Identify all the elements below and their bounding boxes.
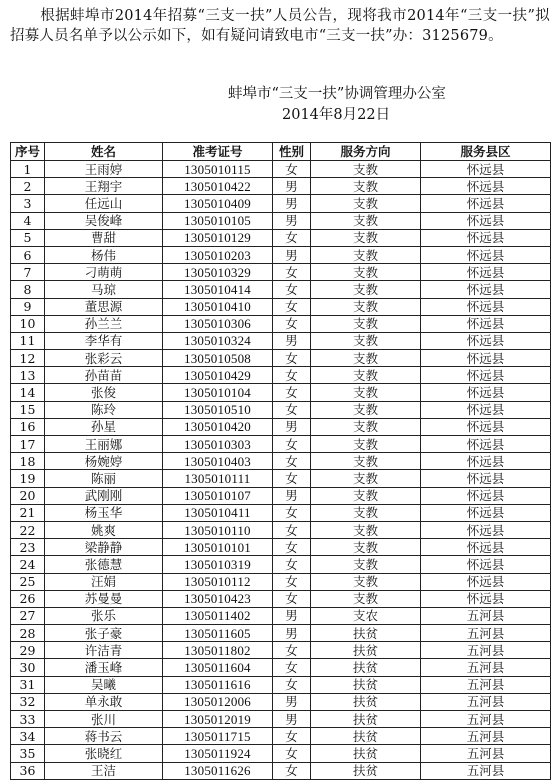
table-row (11, 539, 551, 556)
cell-name: 杨伟 (45, 246, 163, 263)
cell-service-direction: 支教 (311, 418, 421, 435)
cell-serial: 35 (11, 745, 45, 762)
cell-name: 张子豪 (45, 625, 163, 642)
cell-gender: 女 (273, 539, 311, 556)
cell-exam-id: 1305012019 (163, 711, 273, 728)
header-name: 姓名 (45, 143, 163, 161)
cell-gender: 女 (273, 298, 311, 315)
cell-gender: 女 (273, 315, 311, 332)
cell-gender: 女 (273, 573, 311, 590)
cell-service-direction: 支教 (311, 384, 421, 401)
table-row (11, 212, 551, 229)
cell-gender: 女 (273, 281, 311, 298)
cell-name: 杨婉婷 (45, 453, 163, 470)
cell-service-county: 怀远县 (421, 556, 551, 573)
cell-exam-id: 1305010111 (163, 470, 273, 487)
table-row (11, 642, 551, 659)
cell-service-county: 五河县 (421, 625, 551, 642)
cell-serial: 21 (11, 504, 45, 521)
cell-gender: 女 (273, 161, 311, 178)
table-row (11, 470, 551, 487)
cell-serial: 15 (11, 401, 45, 418)
cell-service-county: 五河县 (421, 676, 551, 693)
cell-service-direction: 支教 (311, 161, 421, 178)
cell-name: 武刚刚 (45, 487, 163, 504)
cell-name: 汪娟 (45, 573, 163, 590)
cell-name: 蒋书云 (45, 728, 163, 745)
cell-name: 苏曼曼 (45, 590, 163, 607)
cell-gender: 男 (273, 693, 311, 710)
cell-exam-id: 1305010303 (163, 436, 273, 453)
cell-service-direction: 支教 (311, 453, 421, 470)
cell-service-direction: 扶贫 (311, 693, 421, 710)
cell-exam-id: 1305010112 (163, 573, 273, 590)
cell-name: 许洁青 (45, 642, 163, 659)
cell-gender: 女 (273, 676, 311, 693)
cell-service-county: 怀远县 (421, 229, 551, 246)
cell-name: 张晓红 (45, 745, 163, 762)
cell-exam-id: 1305011604 (163, 659, 273, 676)
cell-exam-id: 1305010329 (163, 264, 273, 281)
cell-service-direction: 支农 (311, 607, 421, 624)
cell-name: 曹甜 (45, 229, 163, 246)
cell-service-direction: 支教 (311, 195, 421, 212)
table-row (11, 401, 551, 418)
cell-service-direction: 扶贫 (311, 659, 421, 676)
cell-gender: 女 (273, 350, 311, 367)
table-row (11, 745, 551, 762)
cell-serial: 6 (11, 246, 45, 263)
cell-gender: 男 (273, 332, 311, 349)
table-row (11, 246, 551, 263)
cell-service-direction: 支教 (311, 487, 421, 504)
table-row (11, 504, 551, 521)
cell-name: 陈玲 (45, 401, 163, 418)
cell-serial: 24 (11, 556, 45, 573)
cell-service-county: 五河县 (421, 762, 551, 779)
cell-service-direction: 支教 (311, 556, 421, 573)
cell-serial: 26 (11, 590, 45, 607)
cell-gender: 女 (273, 401, 311, 418)
header-service-direction: 服务方向 (311, 143, 421, 161)
cell-serial: 25 (11, 573, 45, 590)
cell-service-county: 怀远县 (421, 161, 551, 178)
cell-service-county: 五河县 (421, 711, 551, 728)
cell-serial: 29 (11, 642, 45, 659)
cell-name: 吴俊峰 (45, 212, 163, 229)
cell-service-county: 怀远县 (421, 195, 551, 212)
notice-text: 根据蚌埠市2014年招募“三支一扶”人员公告，现将我市2014年“三支一扶”拟招募人员名单予以公示如下，如有疑问请致电市“三支一扶”办：3125679。 (10, 8, 550, 44)
cell-gender: 男 (273, 607, 311, 624)
table-row (11, 676, 551, 693)
cell-gender: 女 (273, 436, 311, 453)
cell-serial: 13 (11, 367, 45, 384)
cell-service-county: 怀远县 (421, 367, 551, 384)
cell-name: 王翔宇 (45, 178, 163, 195)
cell-gender: 女 (273, 745, 311, 762)
cell-serial: 3 (11, 195, 45, 212)
cell-service-county: 怀远县 (421, 418, 551, 435)
cell-serial: 20 (11, 487, 45, 504)
table-row (11, 298, 551, 315)
cell-name: 孙星 (45, 418, 163, 435)
cell-serial: 36 (11, 762, 45, 779)
cell-exam-id: 1305010414 (163, 281, 273, 298)
cell-service-direction: 支教 (311, 539, 421, 556)
table-row (11, 728, 551, 745)
cell-service-county: 五河县 (421, 693, 551, 710)
cell-exam-id: 1305010410 (163, 298, 273, 315)
cell-gender: 男 (273, 212, 311, 229)
cell-exam-id: 1305010409 (163, 195, 273, 212)
cell-exam-id: 1305010423 (163, 590, 273, 607)
cell-gender: 女 (273, 367, 311, 384)
cell-exam-id: 1305011605 (163, 625, 273, 642)
cell-exam-id: 1305010203 (163, 246, 273, 263)
cell-serial: 7 (11, 264, 45, 281)
cell-exam-id: 1305011616 (163, 676, 273, 693)
cell-gender: 女 (273, 642, 311, 659)
cell-serial: 32 (11, 693, 45, 710)
cell-service-direction: 支教 (311, 178, 421, 195)
cell-service-county: 怀远县 (421, 315, 551, 332)
cell-gender: 女 (273, 504, 311, 521)
cell-serial: 18 (11, 453, 45, 470)
cell-name: 张彩云 (45, 350, 163, 367)
cell-exam-id: 1305010420 (163, 418, 273, 435)
cell-service-direction: 支教 (311, 332, 421, 349)
cell-serial: 16 (11, 418, 45, 435)
cell-service-direction: 支教 (311, 504, 421, 521)
header-serial: 序号 (11, 143, 45, 161)
table-row (11, 625, 551, 642)
table-row (11, 367, 551, 384)
cell-gender: 男 (273, 178, 311, 195)
cell-gender: 男 (273, 487, 311, 504)
cell-serial: 5 (11, 229, 45, 246)
cell-exam-id: 1305010324 (163, 332, 273, 349)
candidate-table (10, 142, 551, 780)
cell-service-direction: 支教 (311, 212, 421, 229)
cell-service-county: 怀远县 (421, 453, 551, 470)
table-row (11, 693, 551, 710)
cell-serial: 1 (11, 161, 45, 178)
cell-service-direction: 支教 (311, 229, 421, 246)
cell-name: 马琼 (45, 281, 163, 298)
cell-name: 孙苗苗 (45, 367, 163, 384)
table-row (11, 350, 551, 367)
cell-name: 张川 (45, 711, 163, 728)
cell-exam-id: 1305010115 (163, 161, 273, 178)
cell-service-direction: 扶贫 (311, 642, 421, 659)
signature-block (200, 84, 446, 126)
cell-service-county: 怀远县 (421, 521, 551, 538)
cell-serial: 14 (11, 384, 45, 401)
cell-service-direction: 支教 (311, 590, 421, 607)
table-row (11, 178, 551, 195)
cell-service-direction: 支教 (311, 436, 421, 453)
cell-serial: 8 (11, 281, 45, 298)
cell-service-county: 怀远县 (421, 264, 551, 281)
cell-serial: 10 (11, 315, 45, 332)
cell-service-county: 五河县 (421, 642, 551, 659)
cell-serial: 11 (11, 332, 45, 349)
cell-service-county: 怀远县 (421, 487, 551, 504)
cell-service-direction: 支教 (311, 298, 421, 315)
cell-name: 王洁 (45, 762, 163, 779)
cell-serial: 27 (11, 607, 45, 624)
cell-gender: 女 (273, 470, 311, 487)
table-row (11, 762, 551, 779)
cell-gender: 男 (273, 625, 311, 642)
table-row (11, 161, 551, 178)
table-row (11, 264, 551, 281)
table-row (11, 659, 551, 676)
cell-name: 吴曦 (45, 676, 163, 693)
cell-serial: 22 (11, 521, 45, 538)
cell-exam-id: 1305011802 (163, 642, 273, 659)
cell-exam-id: 1305010105 (163, 212, 273, 229)
table-row (11, 418, 551, 435)
cell-service-direction: 支教 (311, 470, 421, 487)
cell-service-direction: 扶贫 (311, 711, 421, 728)
cell-name: 梁静静 (45, 539, 163, 556)
cell-exam-id: 1305010319 (163, 556, 273, 573)
cell-exam-id: 1305012006 (163, 693, 273, 710)
cell-serial: 9 (11, 298, 45, 315)
signature-date: 2014年8月22日 (282, 107, 391, 123)
header-gender: 性别 (273, 143, 311, 161)
cell-serial: 28 (11, 625, 45, 642)
cell-name: 张乐 (45, 607, 163, 624)
cell-name: 张俊 (45, 384, 163, 401)
cell-exam-id: 1305010429 (163, 367, 273, 384)
cell-serial: 17 (11, 436, 45, 453)
cell-gender: 女 (273, 521, 311, 538)
cell-exam-id: 1305010510 (163, 401, 273, 418)
cell-gender: 男 (273, 195, 311, 212)
cell-service-direction: 支教 (311, 264, 421, 281)
cell-name: 任远山 (45, 195, 163, 212)
cell-service-direction: 支教 (311, 401, 421, 418)
cell-service-direction: 支教 (311, 246, 421, 263)
cell-service-county: 五河县 (421, 745, 551, 762)
cell-service-county: 怀远县 (421, 573, 551, 590)
cell-gender: 女 (273, 728, 311, 745)
header-service-county: 服务县区 (421, 143, 551, 161)
cell-service-county: 五河县 (421, 607, 551, 624)
cell-gender: 男 (273, 418, 311, 435)
cell-name: 潘玉峰 (45, 659, 163, 676)
cell-gender: 女 (273, 384, 311, 401)
cell-serial: 23 (11, 539, 45, 556)
cell-service-direction: 扶贫 (311, 745, 421, 762)
cell-exam-id: 1305011402 (163, 607, 273, 624)
cell-service-county: 怀远县 (421, 350, 551, 367)
cell-serial: 30 (11, 659, 45, 676)
cell-exam-id: 1305011626 (163, 762, 273, 779)
cell-gender: 女 (273, 556, 311, 573)
table-row (11, 229, 551, 246)
cell-exam-id: 1305010129 (163, 229, 273, 246)
cell-gender: 男 (273, 246, 311, 263)
cell-gender: 男 (273, 711, 311, 728)
cell-name: 董思源 (45, 298, 163, 315)
cell-exam-id: 1305011715 (163, 728, 273, 745)
cell-name: 刁萌萌 (45, 264, 163, 281)
cell-service-direction: 支教 (311, 350, 421, 367)
cell-gender: 女 (273, 762, 311, 779)
cell-exam-id: 1305010508 (163, 350, 273, 367)
cell-exam-id: 1305010104 (163, 384, 273, 401)
cell-service-county: 怀远县 (421, 401, 551, 418)
cell-service-direction: 扶贫 (311, 762, 421, 779)
cell-service-county: 五河县 (421, 659, 551, 676)
cell-gender: 女 (273, 229, 311, 246)
cell-service-county: 怀远县 (421, 298, 551, 315)
table-row (11, 436, 551, 453)
table-row (11, 607, 551, 624)
cell-serial: 19 (11, 470, 45, 487)
cell-service-county: 怀远县 (421, 332, 551, 349)
cell-name: 单永敢 (45, 693, 163, 710)
cell-service-county: 怀远县 (421, 539, 551, 556)
table-row (11, 711, 551, 728)
table-row (11, 556, 551, 573)
cell-exam-id: 1305010306 (163, 315, 273, 332)
cell-name: 王雨婷 (45, 161, 163, 178)
cell-service-county: 怀远县 (421, 504, 551, 521)
cell-service-county: 怀远县 (421, 212, 551, 229)
cell-serial: 34 (11, 728, 45, 745)
header-exam-id: 准考证号 (163, 143, 273, 161)
cell-serial: 2 (11, 178, 45, 195)
table-row (11, 332, 551, 349)
cell-serial: 33 (11, 711, 45, 728)
cell-exam-id: 1305010403 (163, 453, 273, 470)
cell-name: 陈丽 (45, 470, 163, 487)
cell-service-direction: 支教 (311, 521, 421, 538)
signature-org: 蚌埠市“三支一扶”协调管理办公室 (228, 86, 446, 102)
cell-exam-id: 1305010110 (163, 521, 273, 538)
table-row (11, 453, 551, 470)
cell-exam-id: 1305010101 (163, 539, 273, 556)
cell-name: 张德慧 (45, 556, 163, 573)
cell-service-direction: 支教 (311, 573, 421, 590)
table-row (11, 315, 551, 332)
cell-name: 孙兰兰 (45, 315, 163, 332)
cell-service-direction: 支教 (311, 281, 421, 298)
cell-name: 姚爽 (45, 521, 163, 538)
cell-service-direction: 扶贫 (311, 728, 421, 745)
table-row (11, 573, 551, 590)
table-header-row (11, 143, 551, 161)
cell-service-county: 怀远县 (421, 178, 551, 195)
table-row (11, 195, 551, 212)
cell-service-county: 怀远县 (421, 436, 551, 453)
cell-name: 王丽娜 (45, 436, 163, 453)
cell-service-county: 怀远县 (421, 281, 551, 298)
cell-serial: 12 (11, 350, 45, 367)
table-row (11, 590, 551, 607)
table-body (11, 161, 551, 780)
cell-gender: 女 (273, 264, 311, 281)
table-row (11, 521, 551, 538)
cell-service-direction: 支教 (311, 367, 421, 384)
cell-service-county: 怀远县 (421, 590, 551, 607)
cell-name: 李华有 (45, 332, 163, 349)
cell-name: 杨玉华 (45, 504, 163, 521)
cell-service-county: 怀远县 (421, 246, 551, 263)
cell-exam-id: 1305010107 (163, 487, 273, 504)
cell-exam-id: 1305011924 (163, 745, 273, 762)
cell-service-direction: 支教 (311, 315, 421, 332)
cell-service-direction: 扶贫 (311, 676, 421, 693)
cell-exam-id: 1305010422 (163, 178, 273, 195)
cell-serial: 31 (11, 676, 45, 693)
cell-service-direction: 扶贫 (311, 625, 421, 642)
table-row (11, 384, 551, 401)
cell-service-county: 怀远县 (421, 470, 551, 487)
cell-exam-id: 1305010411 (163, 504, 273, 521)
cell-service-county: 五河县 (421, 728, 551, 745)
table-row (11, 487, 551, 504)
cell-serial: 4 (11, 212, 45, 229)
cell-gender: 女 (273, 453, 311, 470)
table-row (11, 281, 551, 298)
cell-gender: 女 (273, 590, 311, 607)
cell-service-county: 怀远县 (421, 384, 551, 401)
cell-gender: 女 (273, 659, 311, 676)
notice-paragraph (10, 6, 550, 46)
